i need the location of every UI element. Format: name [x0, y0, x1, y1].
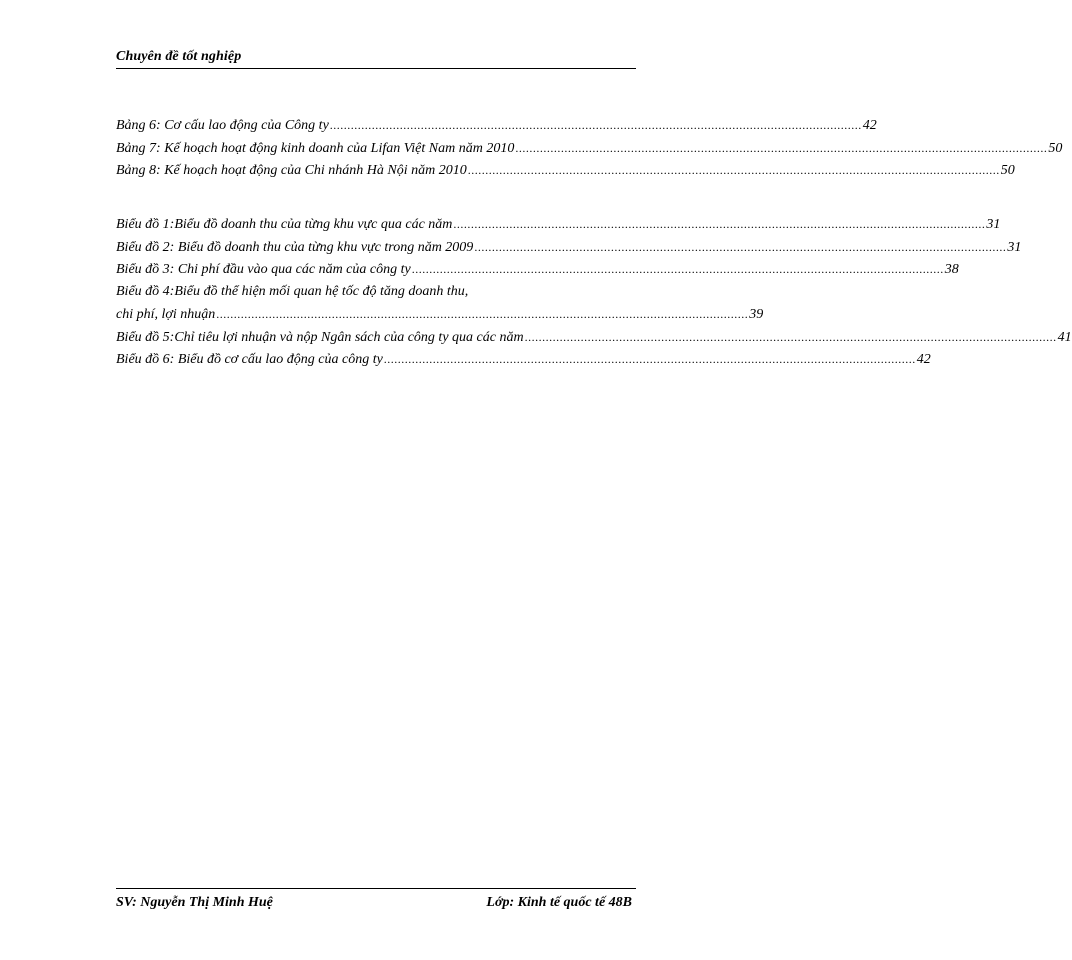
footer-student-name: SV: Nguyễn Thị Minh Huệ [116, 895, 273, 910]
footer-class-name: Lớp: Kinh tế quốc tế 48B [486, 895, 632, 910]
toc-entry-page: 42 [916, 352, 931, 367]
toc-entry-page: 41 [1057, 329, 1072, 345]
toc-entry-label: Bảng 6: Cơ cấu lao động của Công ty [116, 118, 329, 133]
toc-entry-label: Biểu đồ 2: Biểu đồ doanh thu của từng khu vực trong năm 2009 [116, 239, 474, 255]
toc-entry-page: 50 [1048, 140, 1063, 156]
dot-leader: ........................................................................................................................................................ [411, 262, 944, 276]
toc-entry-label: chi phí, lợi nhuận [116, 307, 216, 322]
toc-entry-page: 31 [1007, 239, 1022, 255]
toc-entry-page: 42 [862, 118, 877, 133]
toc-entry-chart-1[interactable] [116, 213, 1001, 236]
dot-leader: ........................................................................................................................................................ [216, 307, 749, 321]
toc-entry-label: Bảng 7: Kế hoạch hoạt động kinh doanh của Lifan Việt Nam năm 2010 [116, 140, 515, 156]
toc-entry-chart-6[interactable] [116, 348, 931, 371]
toc-entry-label: Biểu đồ 1:Biểu đồ doanh thu của từng khu vực qua các năm [116, 217, 453, 232]
toc-entry-table-6[interactable] [116, 114, 877, 137]
toc-entry-table-7[interactable] [116, 137, 1063, 160]
toc-entry-chart-3[interactable] [116, 258, 959, 281]
toc-entry-table-8[interactable] [116, 159, 1015, 182]
chart-list [116, 213, 1072, 371]
dot-leader: ........................................................................................................................................................ [467, 163, 1000, 177]
dot-leader: ........................................................................................................................................................ [474, 239, 1007, 254]
table-list [116, 114, 1063, 182]
toc-entry-label: Biểu đồ 5:Chỉ tiêu lợi nhuận và nộp Ngân sách của công ty qua các năm [116, 329, 524, 345]
dot-leader: ........................................................................................................................................................ [383, 352, 916, 366]
toc-entry-chart-5[interactable] [116, 326, 1072, 349]
toc-entry-page: 38 [944, 262, 959, 277]
toc-entry-page: 39 [749, 307, 764, 322]
dot-leader: ........................................................................................................................................................ [524, 329, 1057, 344]
toc-entry-label: Biểu đồ 6: Biểu đồ cơ cấu lao động của công ty [116, 352, 383, 367]
toc-entry-chart-4[interactable] [116, 303, 764, 326]
page-header [116, 48, 636, 69]
toc-entry-chart-2[interactable] [116, 236, 1022, 259]
toc-entry-page: 31 [986, 217, 1001, 232]
dot-leader: ........................................................................................................................................................ [329, 118, 862, 132]
toc-entry-chart-4-first-line[interactable]: Biểu đồ 4:Biểu đồ thể hiện mối quan hệ tốc độ tăng doanh thu, [116, 283, 469, 299]
dot-leader: ........................................................................................................................................................ [515, 140, 1048, 155]
toc-entry-page: 50 [1000, 163, 1015, 178]
header-title: Chuyên đề tốt nghiệp [116, 49, 242, 64]
page-footer [116, 888, 636, 917]
toc-entry-label: Bảng 8: Kế hoạch hoạt động của Chi nhánh Hà Nội năm 2010 [116, 163, 467, 178]
dot-leader: ........................................................................................................................................................ [453, 217, 986, 231]
toc-entry-label: Biểu đồ 3: Chi phí đầu vào qua các năm của công ty [116, 262, 411, 277]
